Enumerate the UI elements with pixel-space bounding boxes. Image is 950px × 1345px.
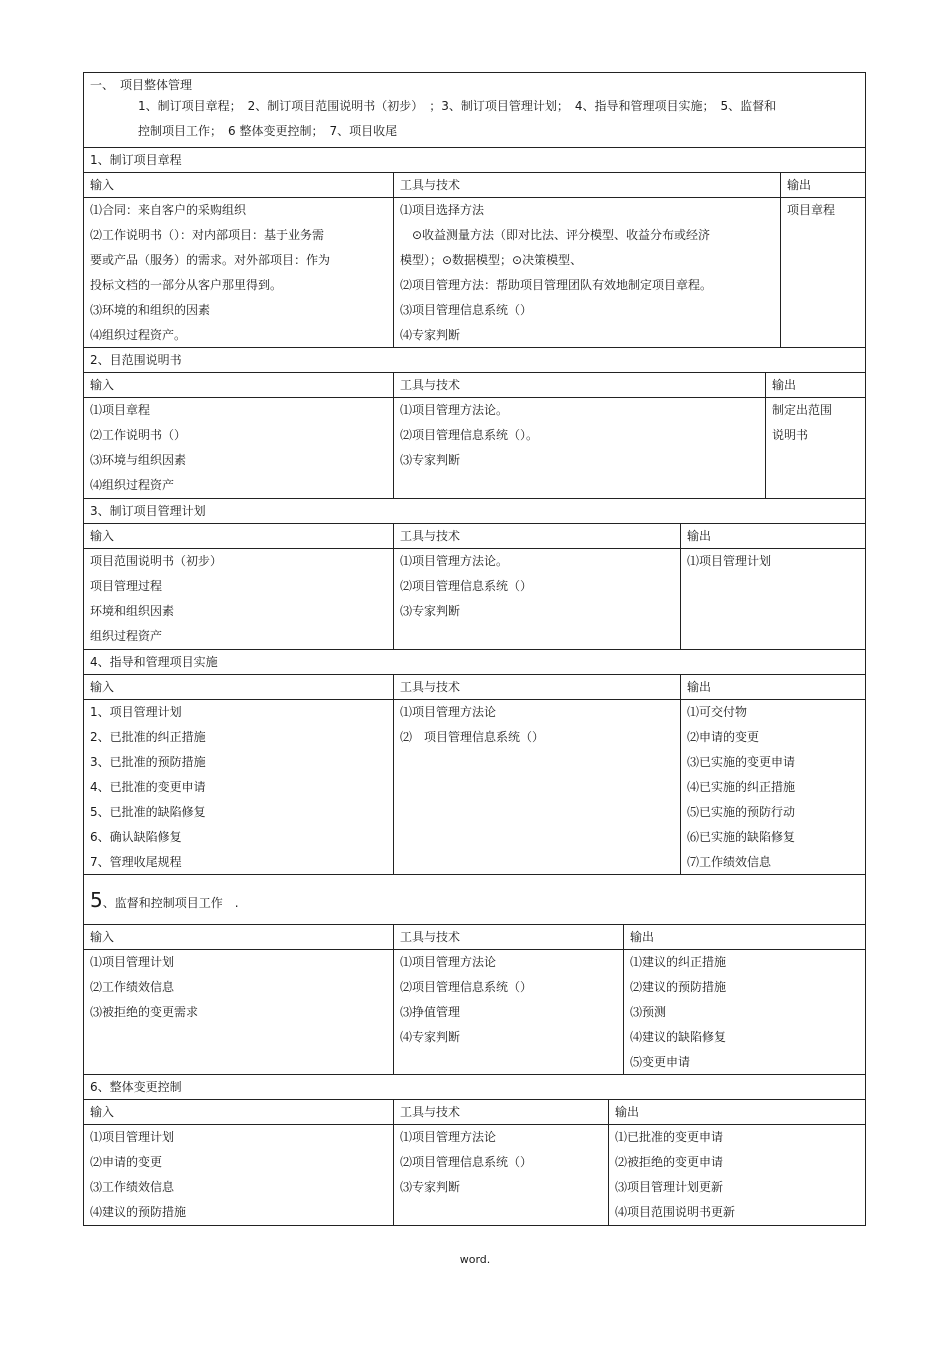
input-item: ⑶环境与组织因素 — [90, 453, 187, 467]
section-5-tools-header: 工具与技术 — [393, 925, 623, 949]
section-6-tools-header: 工具与技术 — [393, 1100, 608, 1124]
output-item: ⑵被拒绝的变更申请 — [615, 1155, 724, 1169]
section-1-outputs — [780, 198, 865, 347]
input-item: 环境和组织因素 — [90, 604, 175, 618]
intro-block — [83, 72, 866, 148]
section-6-body-row — [83, 1125, 866, 1226]
section-6-title: 6、整体变更控制 — [83, 1075, 866, 1100]
section-6-header-row — [83, 1100, 866, 1125]
section-4-tools-header: 工具与技术 — [393, 675, 680, 699]
section-5-header-row — [83, 925, 866, 950]
tool-item: ⑵项目管理信息系统（） — [400, 980, 533, 994]
section-4-outputs — [680, 700, 865, 874]
section-5-body-row — [83, 950, 866, 1075]
section-1-header-row — [83, 173, 866, 198]
input-item: 组织过程资产 — [90, 629, 163, 643]
input-item: 7、管理收尾规程 — [90, 855, 182, 869]
tool-item: ⑷专家判断 — [400, 328, 461, 342]
section-4-inputs — [84, 700, 393, 874]
tool-item: ⑴项目选择方法 — [400, 203, 485, 217]
input-item: ⑶工作绩效信息 — [90, 1180, 175, 1194]
section-6-output-header: 输出 — [608, 1100, 865, 1124]
input-item: ⑴项目章程 — [90, 403, 151, 417]
section-3-output-header: 输出 — [680, 524, 865, 548]
output-item: ⑵建议的预防措施 — [630, 980, 727, 994]
tool-item: ⑴项目管理方法论 — [400, 955, 497, 969]
input-item: 项目范围说明书（初步） — [90, 554, 223, 568]
section-3-tools — [393, 549, 680, 649]
page-footer: word. — [459, 1253, 491, 1266]
section-3-inputs — [84, 549, 393, 649]
section-5-tools — [393, 950, 623, 1074]
section-1-body-row — [83, 198, 866, 348]
section-2-tools — [393, 398, 765, 498]
section-5-number: 5 — [90, 888, 103, 912]
input-item: 4、已批准的变更申请 — [90, 780, 206, 794]
tool-item: ⑶专家判断 — [400, 604, 461, 618]
section-5-input-header: 输入 — [90, 930, 115, 944]
input-item: ⑶被拒绝的变更需求 — [90, 1005, 199, 1019]
output-item: ⑶已实施的变更申请 — [687, 755, 796, 769]
output-item: ⑶预测 — [630, 1005, 667, 1019]
tool-item: ⑶项目管理信息系统（） — [400, 303, 533, 317]
tool-item: ⑵项目管理信息系统（） — [400, 579, 533, 593]
output-item: ⑺工作绩效信息 — [687, 855, 772, 869]
output-item: 制定出范围 — [772, 403, 833, 417]
output-item: 说明书 — [772, 428, 809, 442]
section-3-tools-header: 工具与技术 — [393, 524, 680, 548]
output-item: ⑴项目管理计划 — [687, 554, 772, 568]
section-3-input-header: 输入 — [90, 529, 115, 543]
section-2-body-row — [83, 398, 866, 499]
input-item: 2、已批准的纠正措施 — [90, 730, 206, 744]
section-5-title — [83, 875, 866, 925]
section-4-body-row — [83, 700, 866, 875]
output-item: ⑴已批准的变更申请 — [615, 1130, 724, 1144]
output-item: ⑴建议的纠正措施 — [630, 955, 727, 969]
section-5-outputs — [623, 950, 865, 1074]
tool-item: ⑶挣值管理 — [400, 1005, 461, 1019]
section-2-inputs — [84, 398, 393, 498]
input-item: 6、确认缺陷修复 — [90, 830, 182, 844]
tool-item: ⑶专家判断 — [400, 1180, 461, 1194]
section-2-input-header: 输入 — [90, 378, 115, 392]
tool-item: ⑵ 项目管理信息系统（） — [400, 730, 545, 744]
intro-title: 一、 项目整体管理 — [90, 78, 193, 92]
output-item: ⑶项目管理计划更新 — [615, 1180, 724, 1194]
output-item: ⑵申请的变更 — [687, 730, 760, 744]
tool-item: ⑵项目管理信息系统（）。 — [400, 428, 539, 442]
input-item: ⑶环境的和组织的因素 — [90, 303, 211, 317]
input-item: ⑷建议的预防措施 — [90, 1205, 187, 1219]
input-item: ⑴项目管理计划 — [90, 955, 175, 969]
tool-item: ⑴项目管理方法论。 — [400, 403, 509, 417]
output-item: ⑷已实施的纠正措施 — [687, 780, 796, 794]
section-2-title: 2、目范围说明书 — [83, 348, 866, 373]
document-table — [83, 72, 866, 1226]
section-6-inputs — [84, 1125, 393, 1225]
section-1-tools — [393, 198, 780, 347]
section-1-input-header: 输入 — [90, 178, 115, 192]
section-1-tools-header: 工具与技术 — [393, 173, 780, 197]
intro-line-2: 控制项目工作； 6 整体变更控制； 7、项目收尾 — [138, 124, 398, 138]
input-item: 1、项目管理计划 — [90, 705, 182, 719]
output-item: ⑸已实施的预防行动 — [687, 805, 796, 819]
tool-item: ⊙收益测量方法（即对比法、评分模型、收益分布或经济 — [400, 228, 711, 242]
tool-item: ⑴项目管理方法论 — [400, 705, 497, 719]
tool-item: ⑴项目管理方法论。 — [400, 554, 509, 568]
section-2-outputs — [765, 398, 865, 498]
intro-line-1: 1、制订项目章程； 2、制订项目范围说明书（初步） ；3、制订项目管理计划； 4、指导和管理项目实施； 5、监督和 — [138, 99, 777, 113]
input-item: 投标文档的一部分从客户那里得到。 — [90, 278, 283, 292]
section-6-tools — [393, 1125, 608, 1225]
tool-item: ⑶专家判断 — [400, 453, 461, 467]
input-item: ⑵工作说明书（）：对内部项目：基于业务需 — [90, 228, 325, 242]
section-3-title: 3、制订项目管理计划 — [83, 499, 866, 524]
section-2-output-header: 输出 — [765, 373, 865, 397]
section-6-outputs — [608, 1125, 865, 1225]
input-item: ⑴项目管理计划 — [90, 1130, 175, 1144]
input-item: ⑵工作绩效信息 — [90, 980, 175, 994]
output-item: 项目章程 — [787, 203, 836, 217]
tool-item: ⑵项目管理信息系统（） — [400, 1155, 533, 1169]
input-item: ⑷组织过程资产 — [90, 478, 175, 492]
input-item: 5、已批准的缺陷修复 — [90, 805, 206, 819]
output-item: ⑸变更申请 — [630, 1055, 691, 1069]
tool-item: ⑷专家判断 — [400, 1030, 461, 1044]
output-item: ⑴可交付物 — [687, 705, 748, 719]
input-item: ⑵申请的变更 — [90, 1155, 163, 1169]
input-item: 要或产品（服务）的需求。对外部项目：作为 — [90, 253, 331, 267]
section-5-output-header: 输出 — [623, 925, 865, 949]
output-item: ⑹已实施的缺陷修复 — [687, 830, 796, 844]
tool-item: 模型）；⊙数据模型；⊙决策模型、 — [400, 253, 583, 267]
section-4-output-header: 输出 — [680, 675, 865, 699]
section-2-header-row — [83, 373, 866, 398]
input-item: 项目管理过程 — [90, 579, 163, 593]
section-4-title: 4、指导和管理项目实施 — [83, 650, 866, 675]
section-4-header-row — [83, 675, 866, 700]
section-3-outputs — [680, 549, 865, 649]
section-2-tools-header: 工具与技术 — [393, 373, 765, 397]
input-item: 3、已批准的预防措施 — [90, 755, 206, 769]
section-5-inputs — [84, 950, 393, 1074]
tool-item: ⑵项目管理方法：帮助项目管理团队有效地制定项目章程。 — [400, 278, 713, 292]
tool-item: ⑴项目管理方法论 — [400, 1130, 497, 1144]
section-1-output-header: 输出 — [780, 173, 865, 197]
section-5-title-text: 、监督和控制项目工作 . — [102, 896, 239, 910]
section-6-input-header: 输入 — [90, 1105, 115, 1119]
section-1-title: 1、制订项目章程 — [83, 148, 866, 173]
section-4-tools — [393, 700, 680, 874]
section-3-header-row — [83, 524, 866, 549]
input-item: ⑷组织过程资产。 — [90, 328, 187, 342]
output-item: ⑷项目范围说明书更新 — [615, 1205, 736, 1219]
input-item: ⑵工作说明书（） — [90, 428, 187, 442]
section-3-body-row — [83, 549, 866, 650]
section-4-input-header: 输入 — [90, 680, 115, 694]
output-item: ⑷建议的缺陷修复 — [630, 1030, 727, 1044]
section-1-inputs — [84, 198, 393, 347]
input-item: ⑴合同：来自客户的采购组织 — [90, 203, 247, 217]
